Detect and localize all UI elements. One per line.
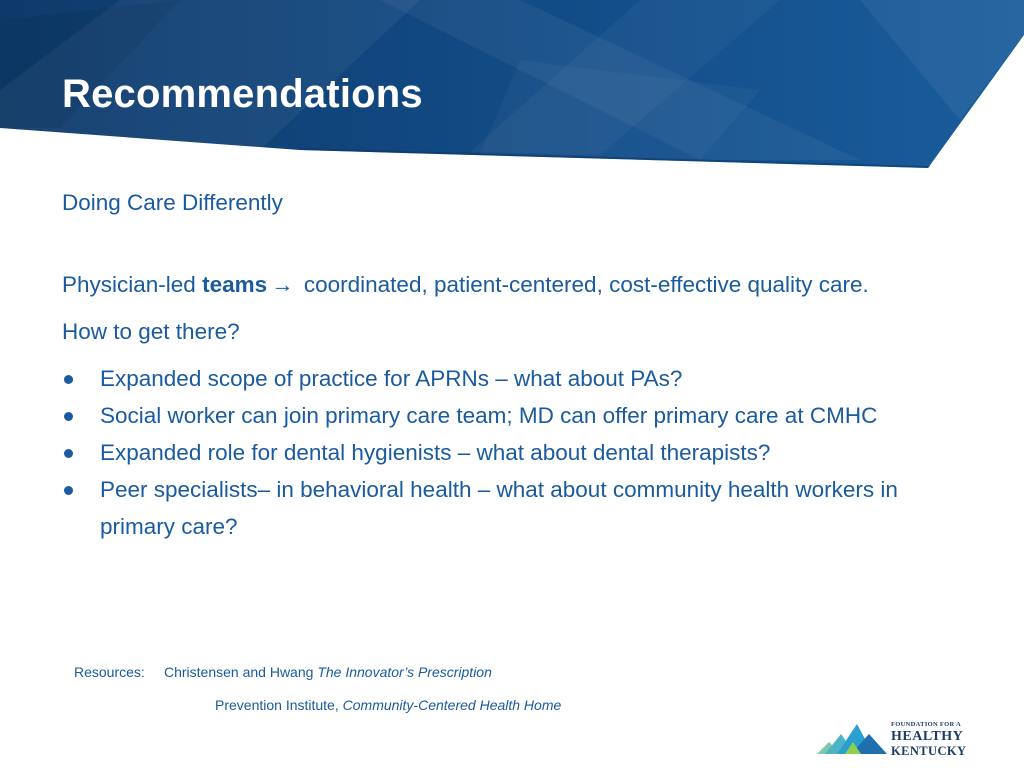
bullet-item <box>62 397 962 434</box>
bullet-item <box>62 471 962 545</box>
resource-source: Prevention Institute, <box>215 697 343 713</box>
resources-label: Resources: <box>74 664 145 680</box>
lead-prefix: Physician-led <box>62 272 203 297</box>
resource-title: Community-Centered Health Home <box>342 697 562 713</box>
bullet-icon <box>64 486 73 495</box>
question-text: How to get there? <box>62 319 240 344</box>
resources-section <box>74 662 774 716</box>
bullet-list <box>62 360 962 545</box>
lead-statement <box>62 266 962 303</box>
bullet-item <box>62 434 962 471</box>
arrow-icon: → <box>271 272 294 297</box>
resource-title: The Innovator’s Prescription <box>317 664 492 680</box>
bullet-text: Expanded scope of practice for APRNs – what about PAs? <box>100 366 683 391</box>
resource-source: Christensen and Hwang <box>164 664 318 680</box>
slide-subtitle: Doing Care Differently <box>62 190 283 215</box>
lead-suffix: coordinated, patient-centered, cost-effective quality care. <box>297 272 869 297</box>
bullet-item <box>62 360 962 397</box>
bullet-text: Peer specialists– in behavioral health – what about community health workers in primary care? <box>100 477 898 539</box>
slide-content <box>62 184 962 545</box>
bullet-text: Expanded role for dental hygienists – what about dental therapists? <box>100 440 771 465</box>
foundation-logo <box>817 720 977 756</box>
kentucky-mountains-icon <box>817 720 889 756</box>
logo-line-3: KENTUCKY <box>891 743 967 758</box>
bullet-icon <box>64 449 73 458</box>
logo-line-1: FOUNDATION FOR A <box>891 721 962 728</box>
logo-line-2: HEALTHY <box>891 728 964 744</box>
resource-item <box>215 695 561 716</box>
resource-item <box>164 662 492 683</box>
lead-bold-word: teams <box>202 272 268 297</box>
slide-title: Recommendations <box>62 72 423 116</box>
bullet-icon <box>64 412 73 421</box>
bullet-icon <box>64 375 73 384</box>
bullet-text: Social worker can join primary care team; MD can offer primary care at CMHC <box>100 403 878 428</box>
